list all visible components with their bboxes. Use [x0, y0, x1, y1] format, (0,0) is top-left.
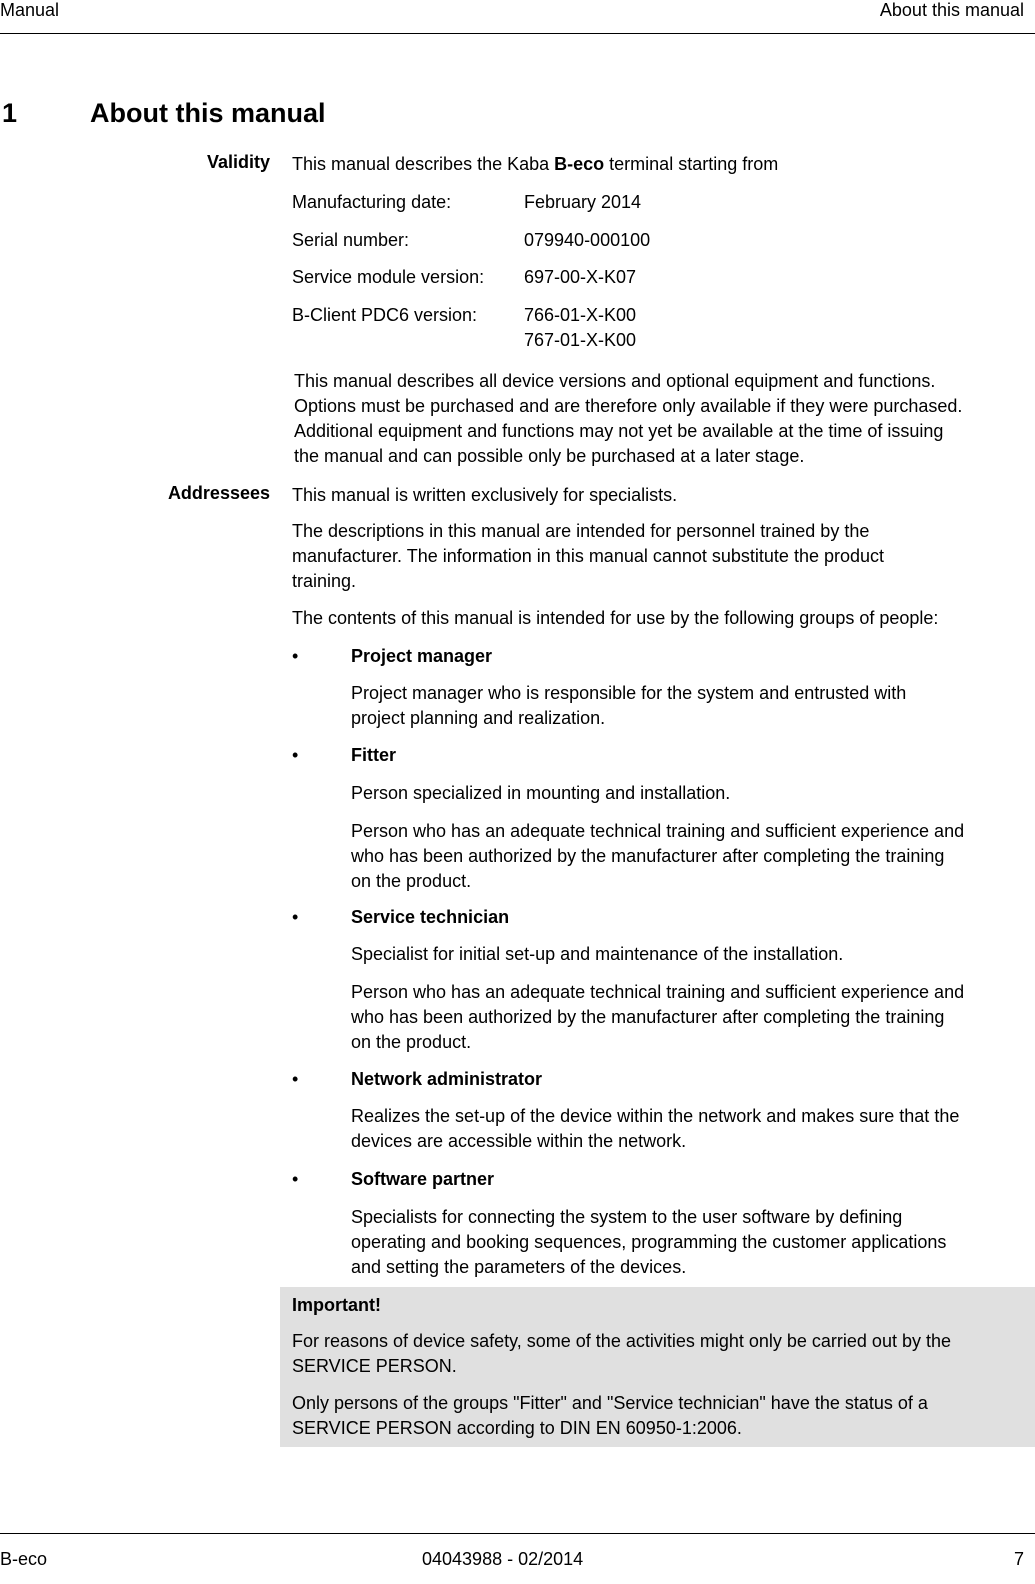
text-line: on the product.	[351, 1032, 472, 1052]
page-header	[0, 0, 1035, 34]
group-description: Specialist for initial set-up and maintenance of the installation.	[351, 944, 844, 964]
chapter-title: About this manual	[90, 98, 326, 128]
important-p1	[292, 1329, 951, 1379]
product-name: B-eco	[554, 154, 605, 174]
text-line: training.	[292, 571, 357, 591]
chapter-number: 1	[2, 98, 18, 128]
text-line: This manual describes all device versions and optional equipment and functions.	[294, 371, 936, 391]
text-line: SERVICE PERSON.	[292, 1356, 457, 1376]
text-line: operating and booking sequences, programming the customer applications	[351, 1232, 947, 1252]
bullet: •	[292, 646, 299, 666]
text-line: Additional equipment and functions may not yet be available at the time of issuing	[294, 421, 944, 441]
group-description	[351, 1104, 959, 1154]
group-title: Software partner	[351, 1169, 495, 1189]
bullet: •	[292, 1069, 299, 1089]
text-line: Person who has an adequate technical training and sufficient experience and	[351, 821, 965, 841]
validity-row-label: Service module version:	[292, 267, 485, 287]
validity-row-label: B-Client PDC6 version:	[292, 305, 478, 325]
bullet: •	[292, 1169, 299, 1189]
text-line: manufacturer. The information in this manual cannot substitute the product	[292, 546, 885, 566]
validity-row-value: February 2014	[524, 192, 642, 212]
bullet: •	[292, 745, 299, 765]
text-line: and setting the parameters of the devices.	[351, 1257, 687, 1277]
text-line: who has been authorized by the manufacturer after completing the training	[351, 1007, 945, 1027]
text-line: devices are accessible within the network.	[351, 1131, 687, 1151]
text-line: on the product.	[351, 871, 472, 891]
validity-row-value-2: 767-01-X-K00	[524, 330, 637, 350]
text-line: Project manager who is responsible for the system and entrusted with	[351, 683, 907, 703]
page-footer	[0, 1533, 1035, 1584]
addressees-p3: The contents of this manual is intended for use by the following groups of people:	[292, 608, 939, 628]
text-line: project planning and realization.	[351, 708, 606, 728]
footer-product: B-eco	[0, 1549, 48, 1569]
validity-note	[294, 369, 962, 469]
text-line: Specialists for connecting the system to the user software by defining	[351, 1207, 903, 1227]
group-description-2	[351, 980, 964, 1055]
group-description: Person specialized in mounting and installation.	[351, 783, 731, 803]
page-number: 7	[1013, 1549, 1024, 1569]
addressees-label: Addressees	[167, 483, 270, 503]
header-left: Manual	[0, 0, 60, 20]
text-line: Only persons of the groups "Fitter" and "Service technician" have the status of a	[292, 1393, 928, 1413]
text-line: Options must be purchased and are therefore only available if they were purchased.	[294, 396, 963, 416]
text-line: Realizes the set-up of the device within the network and makes sure that the	[351, 1106, 960, 1126]
text-line: the manual and can possible only be purchased at a later stage.	[294, 446, 805, 466]
validity-intro-post: terminal starting from	[604, 154, 779, 174]
validity-row-label: Manufacturing date:	[292, 192, 452, 212]
group-description-2	[351, 819, 964, 894]
text-line: The descriptions in this manual are intended for personnel trained by the	[292, 521, 870, 541]
text-line: who has been authorized by the manufacturer after completing the training	[351, 846, 945, 866]
validity-row-value: 766-01-X-K00	[524, 305, 637, 325]
validity-intro-pre: This manual describes the Kaba	[292, 154, 555, 174]
text-line: Person who has an adequate technical training and sufficient experience and	[351, 982, 965, 1002]
bullet: •	[292, 907, 299, 927]
group-title: Network administrator	[351, 1069, 543, 1089]
group-title: Service technician	[351, 907, 510, 927]
text-line: For reasons of device safety, some of the activities might only be carried out by the	[292, 1331, 951, 1351]
header-right: About this manual	[879, 0, 1024, 20]
validity-row-value: 079940-000100	[524, 230, 651, 250]
addressees-p1: This manual is written exclusively for specialists.	[292, 485, 678, 505]
footer-doc-number: 04043988 - 02/2014	[422, 1549, 584, 1569]
group-title: Fitter	[351, 745, 396, 765]
addressees-p2	[292, 519, 884, 594]
validity-label: Validity	[206, 152, 270, 172]
group-title: Project manager	[351, 646, 493, 666]
important-p2	[292, 1391, 928, 1441]
validity-row-label: Serial number:	[292, 230, 410, 250]
important-title: Important!	[292, 1295, 381, 1315]
text-line: SERVICE PERSON according to DIN EN 60950-1:2006.	[292, 1418, 742, 1438]
validity-row-value: 697-00-X-K07	[524, 267, 637, 287]
group-description	[351, 1205, 946, 1280]
group-description	[351, 681, 906, 731]
validity-intro	[292, 152, 778, 177]
